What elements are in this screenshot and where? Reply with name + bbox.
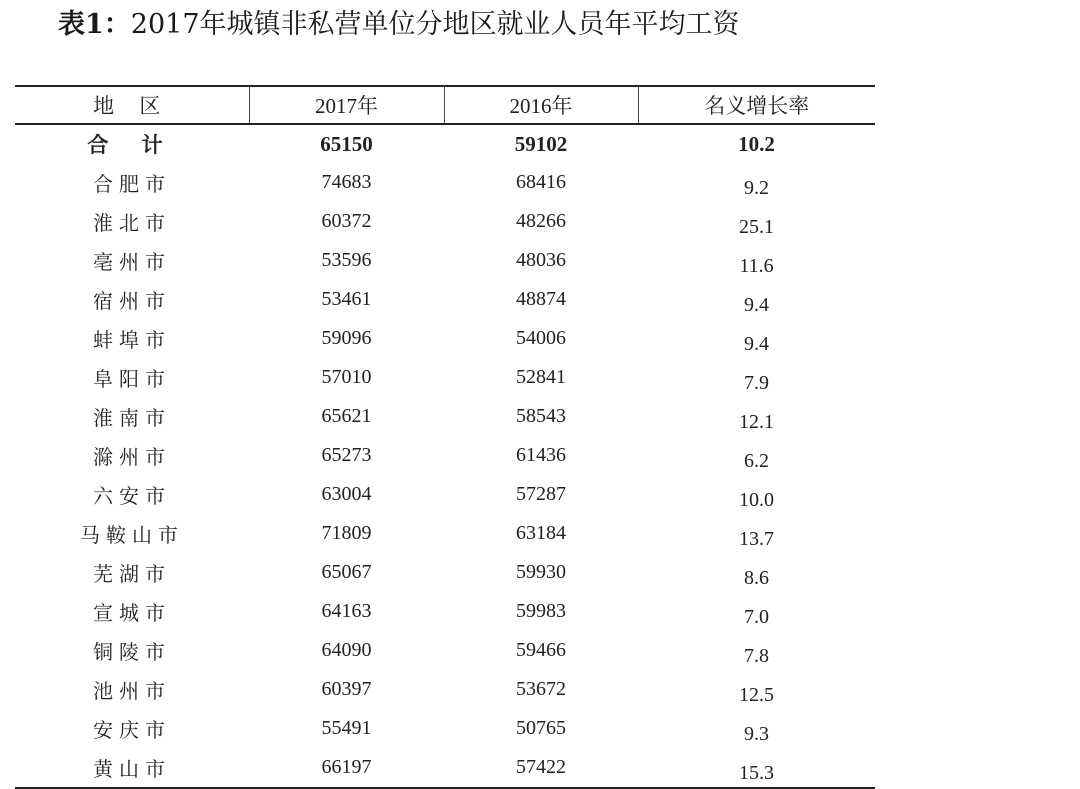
growth-rate-cell: 9.4 [744, 333, 769, 355]
region-cell: 合 计 [87, 133, 177, 157]
header-region: 地 区 [15, 86, 249, 124]
region-cell: 池州市 [93, 681, 171, 703]
growth-rate-cell: 7.0 [744, 606, 769, 628]
table-row [15, 748, 875, 788]
value-2016-cell: 59466 [516, 639, 566, 661]
value-2017-cell: 66197 [249, 748, 444, 788]
value-2017-cell: 60397 [321, 678, 372, 700]
value-2017-cell: 53596 [321, 249, 372, 271]
header-2017: 2017年 [249, 86, 444, 124]
table-row [15, 553, 875, 592]
table-row [15, 670, 875, 709]
growth-rate-cell: 7.9 [744, 372, 769, 394]
region-cell: 宣城市 [93, 603, 171, 625]
growth-rate-cell: 25.1 [739, 216, 774, 238]
growth-rate-cell: 15.3 [638, 748, 875, 788]
value-2016-cell: 53672 [516, 678, 566, 700]
value-2017-cell: 65621 [321, 405, 372, 427]
header-growth-rate: 名义增长率 [638, 86, 875, 124]
value-2016-cell: 58543 [516, 405, 566, 427]
value-2017-cell: 65067 [321, 561, 372, 583]
value-2016-cell: 57287 [516, 483, 566, 505]
value-2016-cell: 48036 [516, 249, 566, 271]
growth-rate-cell: 11.6 [739, 255, 774, 277]
value-2017-cell: 71809 [321, 522, 372, 544]
region-cell: 宿州市 [93, 291, 171, 313]
growth-rate-cell: 13.7 [739, 528, 774, 550]
header-row [15, 86, 875, 124]
region-cell: 亳州市 [93, 252, 171, 274]
value-2017-cell: 55491 [321, 717, 372, 739]
region-cell: 阜阳市 [93, 369, 171, 391]
region-cell: 铜陵市 [93, 642, 171, 664]
value-2017-cell: 59096 [321, 327, 372, 349]
region-cell: 黄山市 [15, 748, 249, 788]
table-row [15, 475, 875, 514]
region-cell: 滁州市 [93, 447, 171, 469]
value-2016-cell: 57422 [444, 748, 638, 788]
table-body [15, 124, 875, 788]
region-cell: 六安市 [93, 486, 171, 508]
growth-rate-cell: 6.2 [744, 450, 769, 472]
table-row [15, 358, 875, 397]
title-text: 2017年城镇非私营单位分地区就业人员年平均工资 [130, 9, 740, 40]
value-2017-cell: 64163 [321, 600, 372, 622]
value-2016-cell: 52841 [516, 366, 566, 388]
table-row [15, 709, 875, 748]
value-2016-cell: 48874 [516, 288, 566, 310]
wage-table [15, 85, 875, 789]
table-row [15, 397, 875, 436]
table-row [15, 163, 875, 202]
value-2016-cell: 59102 [514, 131, 568, 156]
growth-rate-cell: 12.5 [739, 684, 774, 706]
value-2017-cell: 63004 [321, 483, 372, 505]
region-cell: 淮南市 [93, 408, 171, 430]
growth-rate-cell: 9.2 [744, 177, 769, 199]
value-2016-cell: 59983 [516, 600, 566, 622]
growth-rate-cell: 7.8 [744, 645, 769, 667]
table-row [15, 592, 875, 631]
value-2016-cell: 59930 [516, 561, 566, 583]
region-cell: 安庆市 [93, 720, 171, 742]
growth-rate-cell: 9.3 [744, 723, 769, 745]
total-row [15, 124, 875, 163]
region-cell: 淮北市 [93, 213, 171, 235]
growth-rate-cell: 10.0 [739, 489, 774, 511]
value-2017-cell: 64090 [321, 639, 372, 661]
table-row [15, 241, 875, 280]
region-cell: 蚌埠市 [93, 330, 171, 352]
table-row [15, 280, 875, 319]
value-2017-cell: 57010 [321, 366, 372, 388]
table-row [15, 631, 875, 670]
value-2016-cell: 61436 [516, 444, 566, 466]
growth-rate-cell: 8.6 [744, 567, 769, 589]
value-2016-cell: 50765 [516, 717, 566, 739]
title-prefix: 表1： [58, 9, 131, 40]
value-2016-cell: 54006 [516, 327, 566, 349]
growth-rate-cell: 9.4 [744, 294, 769, 316]
header-2016: 2016年 [444, 86, 638, 124]
table-row [15, 514, 875, 553]
table-row [15, 436, 875, 475]
value-2016-cell: 63184 [516, 522, 566, 544]
value-2017-cell: 60372 [321, 210, 372, 232]
region-cell: 合肥市 [93, 174, 171, 196]
value-2016-cell: 48266 [516, 210, 566, 232]
document-title [58, 2, 740, 41]
table-header [15, 86, 875, 124]
region-cell: 马鞍山市 [80, 525, 184, 547]
value-2017-cell: 74683 [321, 171, 372, 193]
growth-rate-cell: 10.2 [738, 131, 775, 156]
value-2016-cell: 68416 [516, 171, 566, 193]
growth-rate-cell: 12.1 [739, 411, 774, 433]
table-row [15, 202, 875, 241]
value-2017-cell: 65273 [321, 444, 372, 466]
region-cell: 芜湖市 [93, 564, 171, 586]
table-row [15, 319, 875, 358]
value-2017-cell: 65150 [320, 131, 373, 156]
value-2017-cell: 53461 [321, 288, 372, 310]
